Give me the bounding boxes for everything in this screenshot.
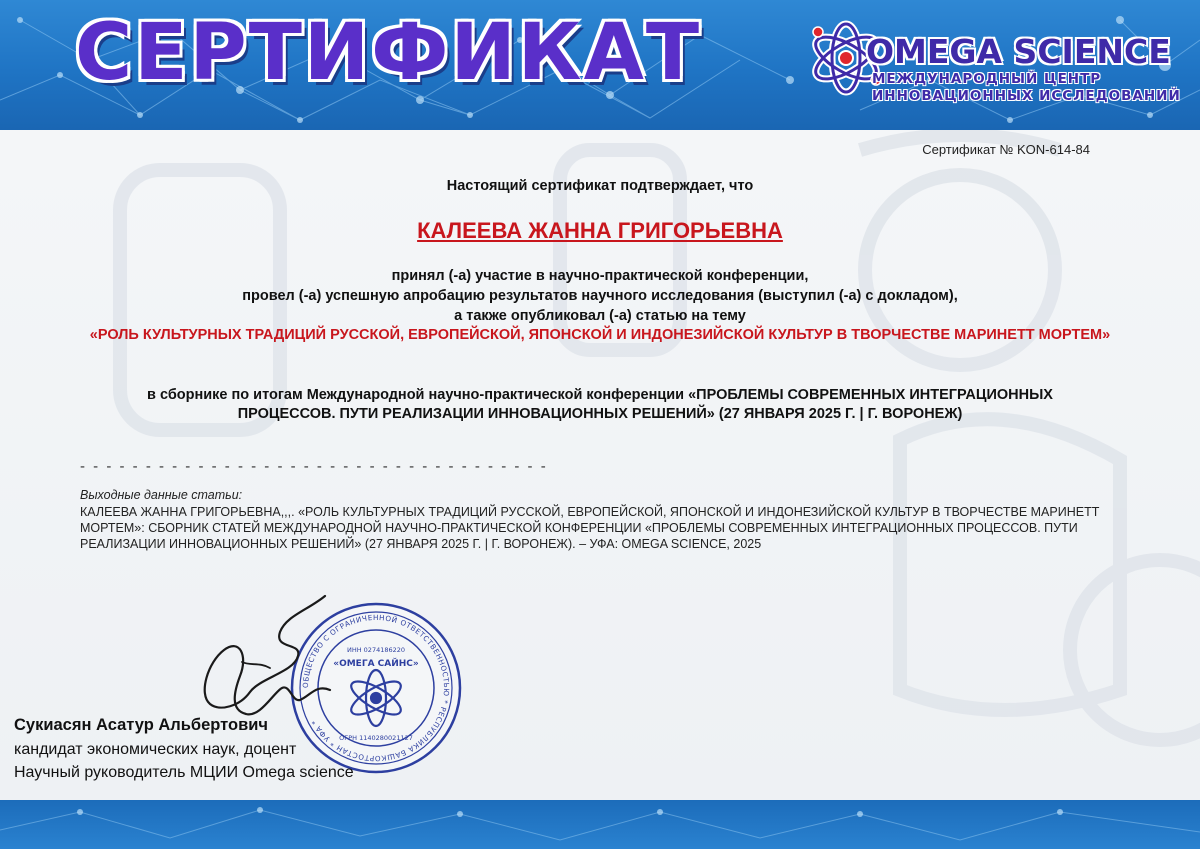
logo-subtitle-2: ИННОВАЦИОННЫХ ИССЛЕДОВАНИЙ (872, 88, 1181, 104)
certificate-title: СЕРТИФИКАТ (75, 8, 702, 98)
output-data-text: КАЛЕЕВА ЖАННА ГРИГОРЬЕВНА,,,. «РОЛЬ КУЛЬТУРНЫХ ТРАДИЦИЙ РУССКОЙ, ЕВРОПЕЙСКОЙ, ЯПОНСКОЙ И ИНДОНЕЗИЙСКОЙ КУЛЬТУР В ТВОРЧЕСТВЕ МАРИНЕТТ МОРТЕМ»: СБОРНИК СТАТЕЙ МЕЖДУНАРОДНОЙ НАУЧНО-ПРАКТИЧЕСКОЙ КОНФЕРЕНЦИИ «ПРОБЛЕМЫ СОВРЕМЕННЫХ ИНТЕГРАЦИОННЫХ ПРОЦЕССОВ. ПУТИ РЕАЛИЗАЦИИ ИННОВАЦИОННЫХ РЕШЕНИЙ» (27 ЯНВАРЯ 2025 Г. | Г. ВОРОНЕЖ). – УФА: OMEGA SCIENCE, 2025 (80, 505, 1100, 551)
stamp-center-text: «ОМЕГА САЙНС» (333, 659, 419, 669)
stamp-inn: ИНН 0274186220 (346, 646, 406, 654)
footer-band (0, 800, 1200, 849)
certificate-number: Сертификат № KON-614-84 (922, 142, 1090, 157)
output-data-label: Выходные данные статьи: (80, 488, 243, 502)
participation-line-2: провел (-а) успешную апробацию результатов научного исследования (выступил (-а) с докладом), (242, 288, 958, 304)
article-topic: «РОЛЬ КУЛЬТУРНЫХ ТРАДИЦИЙ РУССКОЙ, ЕВРОПЕЙСКОЙ, ЯПОНСКОЙ И ИНДОНЕЗИЙСКОЙ КУЛЬТУР В ТВОРЧЕСТВЕ МАРИНЕТТ МОРТЕМ» (89, 327, 1111, 343)
signer-name: Сукиасян Асатур Альбертович (14, 716, 268, 734)
participation-line-3: а также опубликовал (-а) статью на тему (454, 308, 746, 324)
stamp-ogrn: ОГРН 1140280021127 (339, 734, 413, 742)
omega-science-logo (806, 14, 1181, 114)
divider: - - - - - - - - - - - - - - - - - - - - - - - - - - - - - - - - - - - - (80, 458, 548, 475)
stamp-ring-text: ОБЩЕСТВО С ОГРАНИЧЕННОЙ ОТВЕТСТВЕННОСТЬЮ * РЕСПУБЛИКА БАШКОРТОСТАН * УФА * (300, 612, 452, 764)
footer-network-pattern (0, 800, 1200, 849)
participation-text (0, 266, 1200, 326)
signer-role: Научный руководитель МЦИИ Omega science (14, 764, 354, 781)
confirm-text: Настоящий сертификат подтверждает, что (446, 178, 754, 194)
signature (190, 592, 340, 722)
logo-name: OMEGA SCIENCE (866, 32, 1171, 71)
recipient-name: КАЛЕЕВА ЖАННА ГРИГОРЬЕВНА (417, 218, 783, 243)
logo-subtitle-1: МЕЖДУНАРОДНЫЙ ЦЕНТР (872, 71, 1102, 87)
collection-text: в сборнике по итогам Международной научно-практической конференции «ПРОБЛЕМЫ СОВРЕМЕННЫХ ИНТЕГРАЦИОННЫХ ПРОЦЕССОВ. ПУТИ РЕАЛИЗАЦИИ ИННОВАЦИОННЫХ РЕШЕНИЙ» (27 ЯНВАРЯ 2025 Г. | Г. ВОРОНЕЖ) (147, 387, 1053, 422)
signer-degree: кандидат экономических наук, доцент (14, 741, 297, 758)
participation-line-1: принял (-а) участие в научно-практической конференции, (391, 268, 809, 284)
